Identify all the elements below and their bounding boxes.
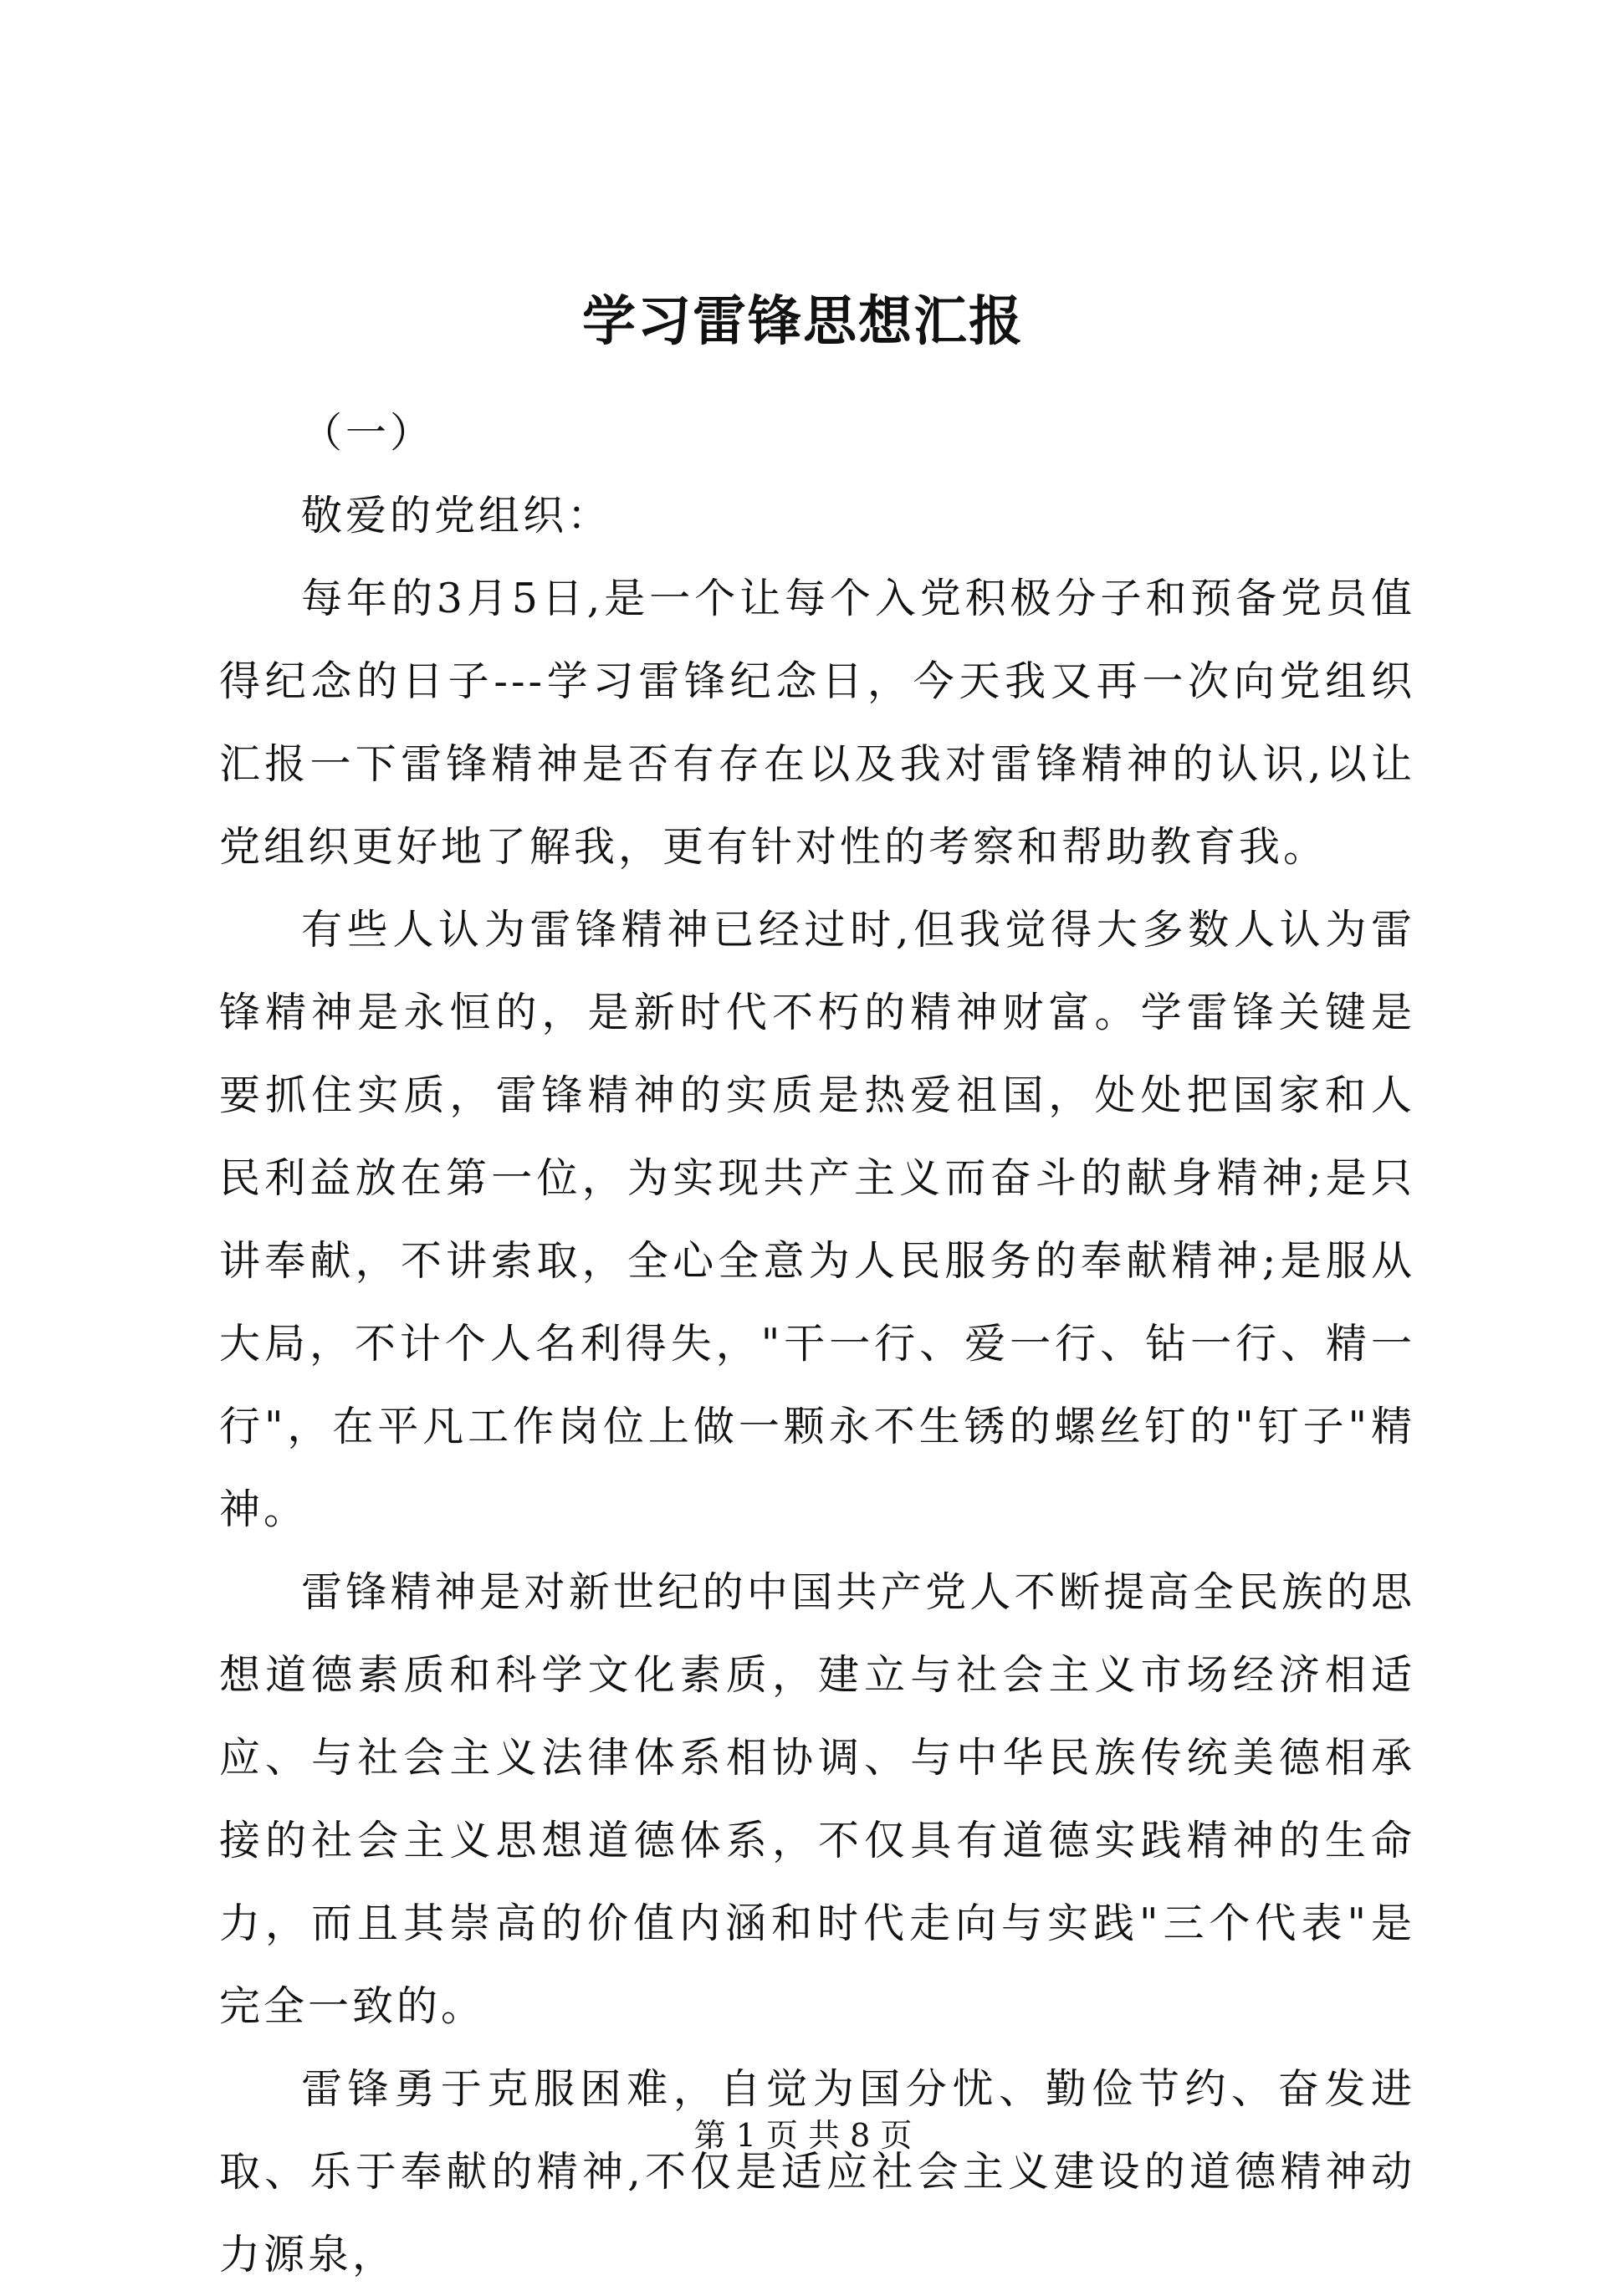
document-title: 学习雷锋思想汇报	[582, 290, 1024, 353]
paragraph-2: 有些人认为雷锋精神已经过时,但我觉得大多数人认为雷锋精神是永恒的，是新时代不朽的精神财富。学雷锋关键是要抓住实质，雷锋精神的实质是热爱祖国，处处把国家和人民利益放在第一位，为实现共产主义而奋斗的献身精神;是只讲奉献，不讲索取，全心全意为人民服务的奉献精神;是服从大局，不计个人名利得失，"干一行、爱一行、钻一行、精一行"，在平凡工作岗位上做一颗永不生锈的螺丝钉的"钉子"精神。	[219, 906, 1415, 1533]
section-marker: （一）	[301, 409, 435, 457]
paragraph-3: 雷锋精神是对新世纪的中国共产党人不断提高全民族的思想道德素质和科学文化素质，建立与社会主义市场经济相适应、与社会主义法律体系相协调、与中华民族传统美德相承接的社会主义思想道德体系，不仅具有道德实践精神的生命力，而且其崇高的价值内涵和时代走向与实践"三个代表"是完全一致的。	[219, 1568, 1415, 2030]
salutation: 敬爱的党组织：	[301, 492, 612, 539]
page-footer: 第 1 页 共 8 页	[693, 2117, 913, 2154]
paragraph-4: 雷锋勇于克服困难，自觉为国分忧、勤俭节约、奋发进取、乐于奉献的精神,不仅是适应社会主义建设的道德精神动力源泉，	[219, 2065, 1415, 2278]
paragraph-1: 每年的3月5日,是一个让每个入党积极分子和预备党员值得纪念的日子---学习雷锋纪念日，今天我又再一次向党组织汇报一下雷锋精神是否有存在以及我对雷锋精神的认识,以让党组织更好地了解我，更有针对性的考察和帮助教育我。	[219, 575, 1415, 871]
document-body	[219, 391, 1415, 2296]
